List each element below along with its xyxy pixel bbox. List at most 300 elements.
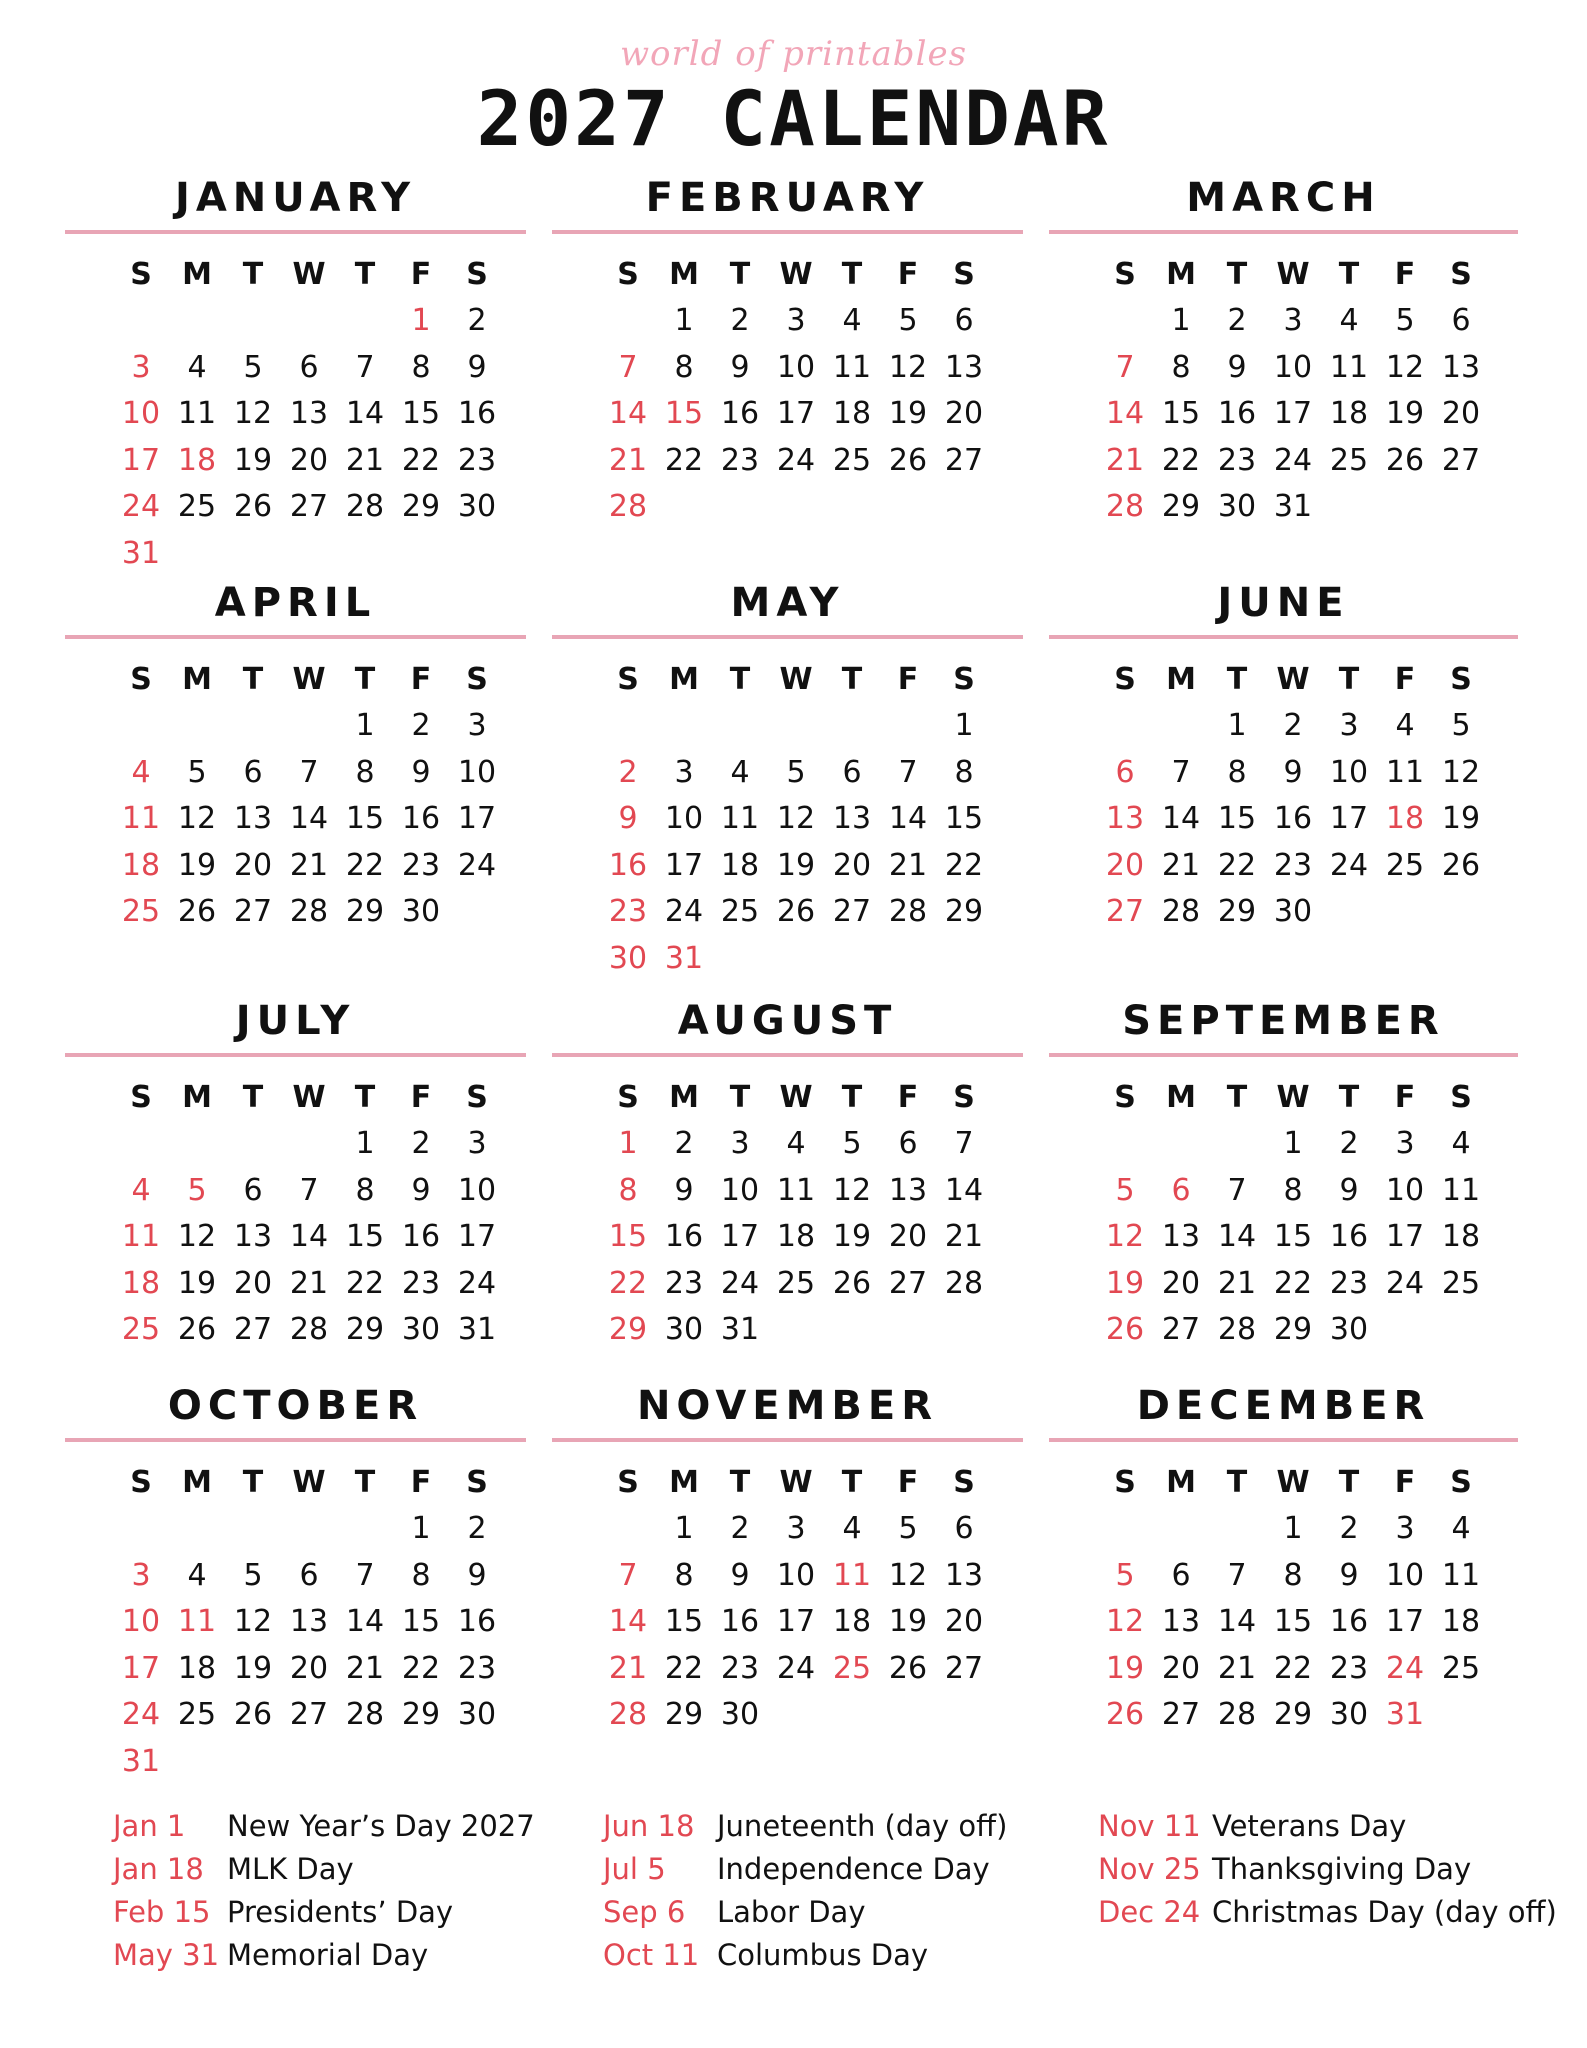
day-cell: 30 <box>1329 1312 1369 1347</box>
day-cell: 9 <box>730 1557 750 1593</box>
holiday-name: Columbus Day <box>717 1938 929 1972</box>
day-cell-highlighted: 12 <box>1105 1604 1145 1639</box>
holiday-name: Memorial Day <box>227 1938 429 1972</box>
day-cell-highlighted: 12 <box>1105 1219 1145 1254</box>
day-grid <box>113 252 505 577</box>
day-cell: 16 <box>401 1219 441 1254</box>
day-grid <box>600 1075 992 1354</box>
day-cell: 15 <box>944 801 984 836</box>
weekday-label: T <box>841 1080 863 1115</box>
day-cell: 16 <box>720 1604 760 1639</box>
brand-script: world of printables <box>619 34 968 74</box>
day-cell: 12 <box>776 801 816 836</box>
weekday-label: S <box>1114 1465 1136 1500</box>
day-cell: 29 <box>1273 1312 1313 1347</box>
day-cell: 9 <box>730 349 750 385</box>
day-cell: 1 <box>1171 303 1191 338</box>
day-cell: 25 <box>177 1697 217 1732</box>
weekday-label: M <box>669 1080 699 1115</box>
day-grid <box>600 1460 992 1739</box>
month-name: SEPTEMBER <box>1122 998 1445 1044</box>
day-cell: 16 <box>1329 1219 1369 1254</box>
day-cell: 15 <box>1273 1604 1313 1639</box>
day-grid <box>113 657 505 936</box>
day-cell: 18 <box>832 1604 872 1639</box>
weekday-label: M <box>669 257 699 292</box>
day-cell: 15 <box>664 1604 704 1639</box>
day-cell: 14 <box>345 1604 385 1639</box>
day-cell: 30 <box>664 1312 704 1347</box>
month-divider <box>552 635 1023 639</box>
day-cell-highlighted: 3 <box>131 349 151 385</box>
weekday-label: F <box>410 1465 432 1500</box>
weekday-label: S <box>953 1080 975 1115</box>
day-cell: 6 <box>299 349 319 385</box>
day-cell: 1 <box>1283 1126 1303 1161</box>
month-name: MAY <box>730 580 845 626</box>
weekday-label: F <box>410 1080 432 1115</box>
month-march <box>1049 170 1518 575</box>
day-cell: 5 <box>1451 708 1471 743</box>
month-divider <box>552 1053 1023 1057</box>
day-cell: 22 <box>401 1650 441 1686</box>
day-cell: 17 <box>776 396 816 431</box>
day-cell-highlighted: 10 <box>121 1604 161 1639</box>
day-cell: 4 <box>730 754 750 790</box>
weekday-label: S <box>466 1465 488 1500</box>
day-cell: 31 <box>720 1312 760 1347</box>
day-cell: 27 <box>233 894 273 929</box>
day-cell: 29 <box>664 1697 704 1732</box>
day-cell: 28 <box>944 1265 984 1301</box>
day-cell: 27 <box>289 1697 329 1732</box>
weekday-label: W <box>779 1465 813 1500</box>
weekday-label: T <box>729 1080 751 1115</box>
day-cell: 11 <box>776 1172 816 1208</box>
day-cell-highlighted: 19 <box>1105 1650 1145 1686</box>
holiday-row <box>603 1805 1007 1848</box>
day-cell: 23 <box>457 1650 497 1686</box>
day-cell-highlighted: 1 <box>618 1126 638 1161</box>
day-cell: 20 <box>233 1265 273 1301</box>
month-may <box>552 575 1023 993</box>
day-cell: 14 <box>289 801 329 836</box>
day-cell: 23 <box>664 1265 704 1301</box>
weekday-label: S <box>1114 1080 1136 1115</box>
day-cell-highlighted: 28 <box>608 1697 648 1732</box>
day-cell-highlighted: 15 <box>664 396 704 431</box>
day-cell: 27 <box>944 1650 984 1686</box>
weekday-label: W <box>1276 1465 1310 1500</box>
day-cell: 3 <box>786 303 806 338</box>
day-cell: 13 <box>1161 1604 1201 1639</box>
day-cell: 23 <box>1273 847 1313 883</box>
day-cell: 16 <box>1217 396 1257 431</box>
day-cell: 8 <box>355 1172 375 1208</box>
day-cell: 3 <box>730 1126 750 1161</box>
holiday-name: Presidents’ Day <box>227 1895 454 1929</box>
day-cell: 26 <box>776 894 816 929</box>
day-cell: 31 <box>457 1312 497 1347</box>
day-cell: 9 <box>1283 754 1303 790</box>
day-cell-highlighted: 18 <box>121 1265 161 1301</box>
day-cell: 27 <box>888 1265 928 1301</box>
weekday-label: F <box>897 1080 919 1115</box>
day-cell: 12 <box>177 801 217 836</box>
day-cell: 9 <box>1339 1172 1359 1208</box>
day-cell-highlighted: 26 <box>1105 1312 1145 1347</box>
weekday-label: F <box>897 257 919 292</box>
day-cell: 11 <box>1441 1557 1481 1593</box>
month-june <box>1049 575 1518 993</box>
holiday-row <box>113 1934 535 1977</box>
weekday-label: M <box>1166 257 1196 292</box>
day-cell-highlighted: 6 <box>1171 1172 1191 1208</box>
weekday-label: M <box>182 1465 212 1500</box>
day-cell: 30 <box>1329 1697 1369 1732</box>
day-cell: 28 <box>345 1697 385 1732</box>
day-cell: 30 <box>401 894 441 929</box>
day-cell: 8 <box>954 754 974 790</box>
day-cell-highlighted: 7 <box>1115 349 1135 385</box>
day-cell: 24 <box>1385 1265 1425 1301</box>
day-cell-highlighted: 5 <box>187 1172 207 1208</box>
holiday-list <box>0 1805 1587 2005</box>
day-cell: 7 <box>355 1557 375 1593</box>
weekday-label: S <box>466 662 488 697</box>
day-cell-highlighted: 23 <box>608 894 648 929</box>
weekday-label: S <box>1450 257 1472 292</box>
day-cell: 28 <box>289 894 329 929</box>
day-cell: 6 <box>243 754 263 790</box>
day-cell: 27 <box>944 442 984 478</box>
day-cell-highlighted: 25 <box>832 1650 872 1686</box>
day-cell: 10 <box>664 801 704 836</box>
day-cell: 6 <box>1171 1557 1191 1593</box>
day-cell: 12 <box>177 1219 217 1254</box>
day-cell: 2 <box>1339 1511 1359 1546</box>
day-grid <box>1097 1075 1489 1354</box>
day-cell: 3 <box>1395 1126 1415 1161</box>
day-cell: 21 <box>345 1650 385 1686</box>
day-cell-highlighted: 18 <box>177 442 217 478</box>
day-cell-highlighted: 14 <box>1105 396 1145 431</box>
day-cell: 9 <box>674 1172 694 1208</box>
day-cell: 6 <box>243 1172 263 1208</box>
day-cell: 18 <box>720 847 760 883</box>
day-cell: 20 <box>944 1604 984 1639</box>
day-cell: 13 <box>233 1219 273 1254</box>
holiday-row <box>113 1805 535 1848</box>
day-cell: 24 <box>457 1265 497 1301</box>
day-cell: 23 <box>720 1650 760 1686</box>
day-cell: 3 <box>786 1511 806 1546</box>
day-cell: 1 <box>674 303 694 338</box>
day-cell: 10 <box>457 754 497 790</box>
day-cell: 9 <box>1339 1557 1359 1593</box>
page-title: 2027 CALENDAR <box>476 74 1111 163</box>
month-september <box>1049 993 1518 1378</box>
day-cell: 17 <box>1385 1604 1425 1639</box>
day-cell: 25 <box>720 894 760 929</box>
day-cell: 13 <box>888 1172 928 1208</box>
day-cell: 23 <box>401 847 441 883</box>
day-cell: 21 <box>1217 1650 1257 1686</box>
weekday-label: S <box>466 1080 488 1115</box>
weekday-label: S <box>617 257 639 292</box>
day-cell: 8 <box>1171 349 1191 385</box>
month-name: JULY <box>235 998 356 1044</box>
weekday-label: S <box>130 1080 152 1115</box>
day-cell: 5 <box>898 303 918 338</box>
day-grid <box>1097 657 1489 936</box>
day-cell-highlighted: 26 <box>1105 1697 1145 1732</box>
day-cell: 20 <box>1161 1265 1201 1301</box>
day-cell: 15 <box>1161 396 1201 431</box>
day-cell: 27 <box>1161 1697 1201 1732</box>
month-divider <box>552 230 1023 234</box>
day-cell: 14 <box>1217 1604 1257 1639</box>
holiday-date: Feb 15 <box>113 1895 211 1929</box>
holiday-column-1 <box>113 1805 535 1977</box>
day-cell: 12 <box>233 396 273 431</box>
day-cell: 30 <box>457 489 497 524</box>
day-cell: 6 <box>954 1511 974 1546</box>
day-cell: 2 <box>467 303 487 338</box>
weekday-label: T <box>242 1080 264 1115</box>
holiday-date: Nov 25 <box>1098 1852 1201 1886</box>
day-cell: 13 <box>832 801 872 836</box>
day-cell: 25 <box>1329 442 1369 478</box>
day-cell: 19 <box>233 1650 273 1686</box>
day-cell: 4 <box>187 1557 207 1593</box>
day-cell-highlighted: 24 <box>121 1697 161 1732</box>
day-cell-highlighted: 31 <box>121 535 161 571</box>
day-cell: 5 <box>898 1511 918 1546</box>
day-cell: 23 <box>1329 1650 1369 1686</box>
day-cell: 2 <box>730 1511 750 1546</box>
weekday-label: F <box>1394 1465 1416 1500</box>
weekday-label: T <box>841 662 863 697</box>
day-cell: 13 <box>289 396 329 431</box>
day-cell: 29 <box>1161 489 1201 524</box>
day-cell: 30 <box>457 1697 497 1732</box>
day-cell-highlighted: 14 <box>608 1604 648 1639</box>
day-cell: 29 <box>944 894 984 929</box>
day-cell: 1 <box>411 1511 431 1546</box>
holiday-date: Sep 6 <box>603 1895 686 1929</box>
weekday-label: S <box>953 257 975 292</box>
day-cell: 17 <box>720 1219 760 1254</box>
day-cell: 1 <box>355 1126 375 1161</box>
day-cell: 23 <box>1217 442 1257 478</box>
day-cell: 29 <box>1217 894 1257 929</box>
day-cell: 19 <box>832 1219 872 1254</box>
month-divider <box>1049 1053 1518 1057</box>
day-cell: 3 <box>467 1126 487 1161</box>
weekday-label: F <box>897 662 919 697</box>
day-cell: 28 <box>289 1312 329 1347</box>
weekday-label: F <box>1394 257 1416 292</box>
day-cell-highlighted: 5 <box>1115 1172 1135 1208</box>
day-cell: 11 <box>1385 754 1425 790</box>
day-cell: 4 <box>187 349 207 385</box>
day-cell: 24 <box>664 894 704 929</box>
day-cell: 22 <box>1273 1265 1313 1301</box>
weekday-label: T <box>1338 662 1360 697</box>
day-cell: 16 <box>720 396 760 431</box>
day-cell: 2 <box>674 1126 694 1161</box>
day-cell-highlighted: 3 <box>131 1557 151 1593</box>
day-cell: 1 <box>1227 708 1247 743</box>
day-cell: 10 <box>1273 349 1313 385</box>
day-cell: 2 <box>467 1511 487 1546</box>
day-cell: 29 <box>401 489 441 524</box>
day-cell: 19 <box>1385 396 1425 431</box>
day-cell: 17 <box>1385 1219 1425 1254</box>
day-cell: 7 <box>954 1126 974 1161</box>
day-cell: 6 <box>1451 303 1471 338</box>
holiday-row <box>1098 1848 1557 1891</box>
day-cell: 30 <box>401 1312 441 1347</box>
holiday-name: Veterans Day <box>1212 1809 1407 1843</box>
day-cell: 7 <box>1227 1172 1247 1208</box>
day-cell: 18 <box>832 396 872 431</box>
day-cell: 22 <box>664 1650 704 1686</box>
weekday-label: T <box>1338 1465 1360 1500</box>
day-cell-highlighted: 28 <box>608 489 648 524</box>
holiday-name: Thanksgiving Day <box>1212 1852 1472 1886</box>
day-cell: 22 <box>345 847 385 883</box>
day-cell-highlighted: 14 <box>608 396 648 431</box>
day-cell: 8 <box>1227 754 1247 790</box>
day-cell: 20 <box>832 847 872 883</box>
day-cell: 21 <box>1217 1265 1257 1301</box>
day-grid <box>1097 1460 1489 1739</box>
day-cell: 8 <box>674 349 694 385</box>
day-cell-highlighted: 28 <box>1105 489 1145 524</box>
day-cell: 23 <box>1329 1265 1369 1301</box>
day-cell-highlighted: 24 <box>121 489 161 524</box>
day-cell: 10 <box>1385 1172 1425 1208</box>
weekday-label: M <box>1166 1465 1196 1500</box>
day-cell: 7 <box>355 349 375 385</box>
day-cell: 17 <box>776 1604 816 1639</box>
month-name: MARCH <box>1186 175 1381 221</box>
weekday-label: S <box>953 1465 975 1500</box>
day-cell: 9 <box>411 1172 431 1208</box>
weekday-label: W <box>292 1465 326 1500</box>
day-cell: 10 <box>776 1557 816 1593</box>
day-cell: 12 <box>1385 349 1425 385</box>
weekday-label: M <box>182 662 212 697</box>
day-cell: 12 <box>233 1604 273 1639</box>
month-divider <box>1049 230 1518 234</box>
weekday-label: T <box>729 662 751 697</box>
weekday-label: T <box>354 662 376 697</box>
day-cell-highlighted: 4 <box>131 1172 151 1208</box>
day-cell: 12 <box>888 349 928 385</box>
month-november <box>552 1378 1023 1758</box>
day-cell-highlighted: 7 <box>618 349 638 385</box>
day-cell: 6 <box>954 303 974 338</box>
day-cell: 20 <box>233 847 273 883</box>
day-cell: 21 <box>345 442 385 478</box>
day-cell: 25 <box>832 442 872 478</box>
day-cell: 30 <box>720 1697 760 1732</box>
month-divider <box>65 635 526 639</box>
holiday-name: Labor Day <box>717 1895 866 1929</box>
day-cell: 24 <box>776 1650 816 1686</box>
weekday-label: F <box>897 1465 919 1500</box>
month-divider <box>65 230 526 234</box>
day-cell: 1 <box>355 708 375 743</box>
day-cell: 26 <box>888 442 928 478</box>
weekday-label: F <box>410 662 432 697</box>
day-cell: 19 <box>888 1604 928 1639</box>
day-cell: 3 <box>674 754 694 790</box>
weekday-label: T <box>1226 257 1248 292</box>
day-cell: 19 <box>177 847 217 883</box>
month-december <box>1049 1378 1518 1758</box>
holiday-row <box>1098 1805 1557 1848</box>
day-cell: 11 <box>720 801 760 836</box>
weekday-label: S <box>1450 1080 1472 1115</box>
day-cell: 9 <box>467 1557 487 1593</box>
day-cell: 20 <box>1441 396 1481 431</box>
day-cell: 11 <box>832 349 872 385</box>
holiday-name: Juneteenth (day off) <box>717 1809 1008 1843</box>
day-cell: 2 <box>411 1126 431 1161</box>
holiday-name: MLK Day <box>227 1852 354 1886</box>
month-july <box>65 993 526 1378</box>
day-cell: 22 <box>345 1265 385 1301</box>
day-cell: 8 <box>355 754 375 790</box>
day-cell: 17 <box>457 1219 497 1254</box>
day-cell-highlighted: 15 <box>608 1219 648 1254</box>
weekday-label: W <box>292 662 326 697</box>
day-cell: 20 <box>289 1650 329 1686</box>
month-name: NOVEMBER <box>636 1383 939 1429</box>
day-cell: 9 <box>467 349 487 385</box>
day-cell: 26 <box>177 1312 217 1347</box>
day-cell: 25 <box>177 489 217 524</box>
weekday-label: T <box>1338 257 1360 292</box>
day-cell: 25 <box>1441 1265 1481 1301</box>
day-cell: 8 <box>411 349 431 385</box>
weekday-label: T <box>1338 1080 1360 1115</box>
day-cell: 5 <box>243 349 263 385</box>
month-february <box>552 170 1023 575</box>
day-cell: 27 <box>832 894 872 929</box>
month-divider <box>552 1438 1023 1442</box>
holiday-date: Jan 18 <box>113 1852 204 1886</box>
day-cell: 14 <box>1217 1219 1257 1254</box>
day-cell: 22 <box>1217 847 1257 883</box>
weekday-label: T <box>1226 662 1248 697</box>
day-cell: 22 <box>944 847 984 883</box>
day-cell: 8 <box>1283 1172 1303 1208</box>
day-cell: 13 <box>233 801 273 836</box>
day-cell-highlighted: 24 <box>1385 1650 1425 1686</box>
weekday-label: M <box>1166 1080 1196 1115</box>
holiday-row <box>113 1848 535 1891</box>
day-cell: 26 <box>233 1697 273 1732</box>
day-cell-highlighted: 5 <box>1115 1557 1135 1593</box>
day-cell: 19 <box>233 442 273 478</box>
day-cell: 19 <box>177 1265 217 1301</box>
weekday-label: T <box>354 1465 376 1500</box>
